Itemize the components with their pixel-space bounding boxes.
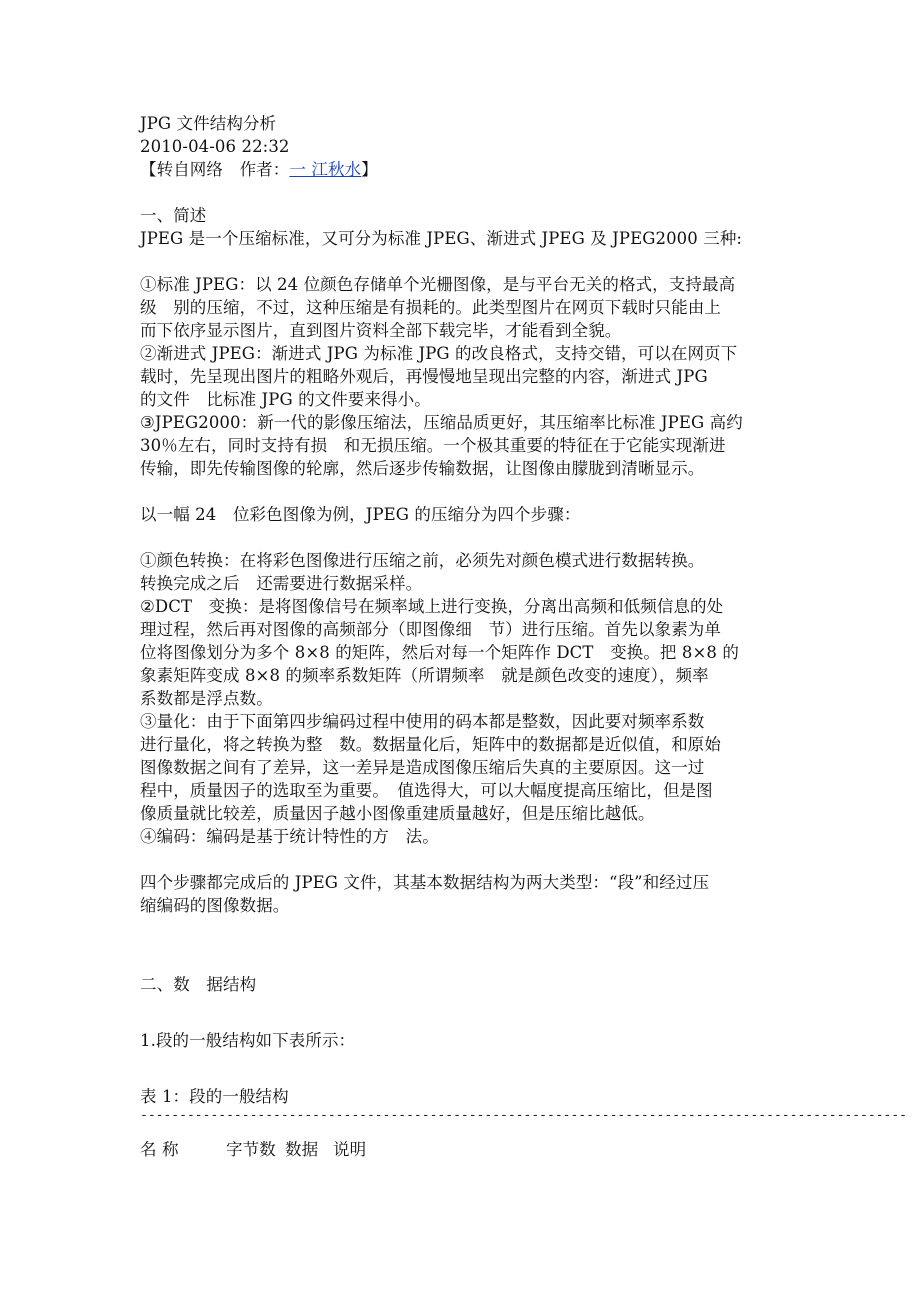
step-line: ①颜色转换：在将彩色图像进行压缩之前，必须先对颜色模式进行数据转换。: [140, 551, 705, 570]
source-suffix: 】: [361, 160, 378, 179]
col-data: 数据: [285, 1140, 319, 1159]
document-page: [140, 112, 908, 1161]
section1-heading: 一、简述: [140, 206, 207, 225]
doc-date: 2010-04-06 22:32: [140, 137, 290, 156]
step-line: 图像数据之间有了差异，这一差异是造成图像压缩后失真的主要原因。这一过: [140, 758, 705, 777]
type-line: ①标准 JPEG：以 24 位颜色存储单个光栅图像，是与平台无关的格式，支持最高: [140, 275, 736, 294]
doc-source: [140, 158, 790, 181]
step-line: 位将图像划分为多个 8×8 的矩阵，然后对每一个矩阵作 DCT 变换。把 8×8 的: [140, 643, 739, 662]
table-rule: --------------------------------------------------------------------------------------------------: [140, 1108, 908, 1123]
type-line: 传输，即先传输图像的轮廓，然后逐步传输数据，让图像由朦胧到清晰显示。: [140, 459, 705, 478]
col-desc: 说明: [333, 1140, 367, 1159]
type-line: 载时，先呈现出图片的粗略外观后，再慢慢地呈现出完整的内容，渐进式 JPG: [140, 367, 708, 386]
section1-intro: JPEG 是一个压缩标准，又可分为标准 JPEG、渐进式 JPEG 及 JPEG2000 三种:: [140, 229, 743, 248]
step-line: 进行量化，将之转换为整 数。数据量化后，矩阵中的数据都是近似值，和原始: [140, 735, 721, 754]
steps-intro: 以一幅 24 位彩色图像为例，JPEG 的压缩分为四个步骤：: [140, 505, 581, 524]
compression-steps: [140, 549, 790, 848]
step-line: 系数都是浮点数。: [140, 689, 273, 708]
type-line: ③JPEG2000：新一代的影像压缩法，压缩品质更好，其压缩率比标准 JPEG 高约: [140, 413, 743, 432]
step-line: 转换完成之后 还需要进行数据采样。: [140, 574, 423, 593]
step-line: ④编码：编码是基于统计特性的方 法。: [140, 827, 439, 846]
type-line: 而下依序显示图片，直到图片资料全部下载完毕，才能看到全貌。: [140, 321, 622, 340]
step-line: 像质量就比较差，质量因子越小图像重建质量越好，但是压缩比越低。: [140, 804, 655, 823]
type-line: 30％左右，同时支持有损 和无损压缩。一个极其重要的特征在于它能实现渐进: [140, 436, 726, 455]
step-line: ②DCT 变换：是将图像信号在频率域上进行变换，分离出高频和低频信息的处: [140, 597, 724, 616]
section2-heading: 二、数 据结构: [140, 975, 257, 994]
col-bytes: 字节数: [226, 1140, 276, 1159]
table-caption: 表 1：段的一般结构: [140, 1087, 289, 1106]
step-line: 理过程，然后再对图像的高频部分（即图像细 节）进行压缩。首先以象素为单: [140, 620, 721, 639]
conclusion-line: 缩编码的图像数据。: [140, 896, 290, 915]
step-line: 象素矩阵变成 8×8 的频率系数矩阵（所谓频率 就是颜色改变的速度），频率: [140, 666, 709, 685]
jpeg-types: [140, 273, 790, 480]
table-header-row: [140, 1138, 790, 1161]
type-line: 的文件 比标准 JPG 的文件要来得小。: [140, 390, 431, 409]
step-line: 程中，质量因子的选取至为重要。 值选得大，可以大幅度提高压缩比，但是图: [140, 781, 713, 800]
type-line: ②渐进式 JPEG：渐进式 JPG 为标准 JPG 的改良格式，支持交错，可以在网页下: [140, 344, 738, 363]
step-line: ③量化：由于下面第四步编码过程中使用的码本都是整数，因此要对频率系数: [140, 712, 705, 731]
author-link[interactable]: 一 江秋水: [289, 160, 362, 179]
section2-item1: 1.段的一般结构如下表所示：: [140, 1031, 356, 1050]
source-prefix: 【转自网络 作者：: [140, 160, 290, 179]
doc-title: JPG 文件结构分析: [140, 114, 277, 133]
type-line: 级 别的压缩，不过，这种压缩是有损耗的。此类型图片在网页下载时只能由上: [140, 298, 721, 317]
conclusion-line: 四个步骤都完成后的 JPEG 文件，其基本数据结构为两大类型：“段”和经过压: [140, 873, 710, 892]
col-name: 名 称: [140, 1140, 179, 1159]
